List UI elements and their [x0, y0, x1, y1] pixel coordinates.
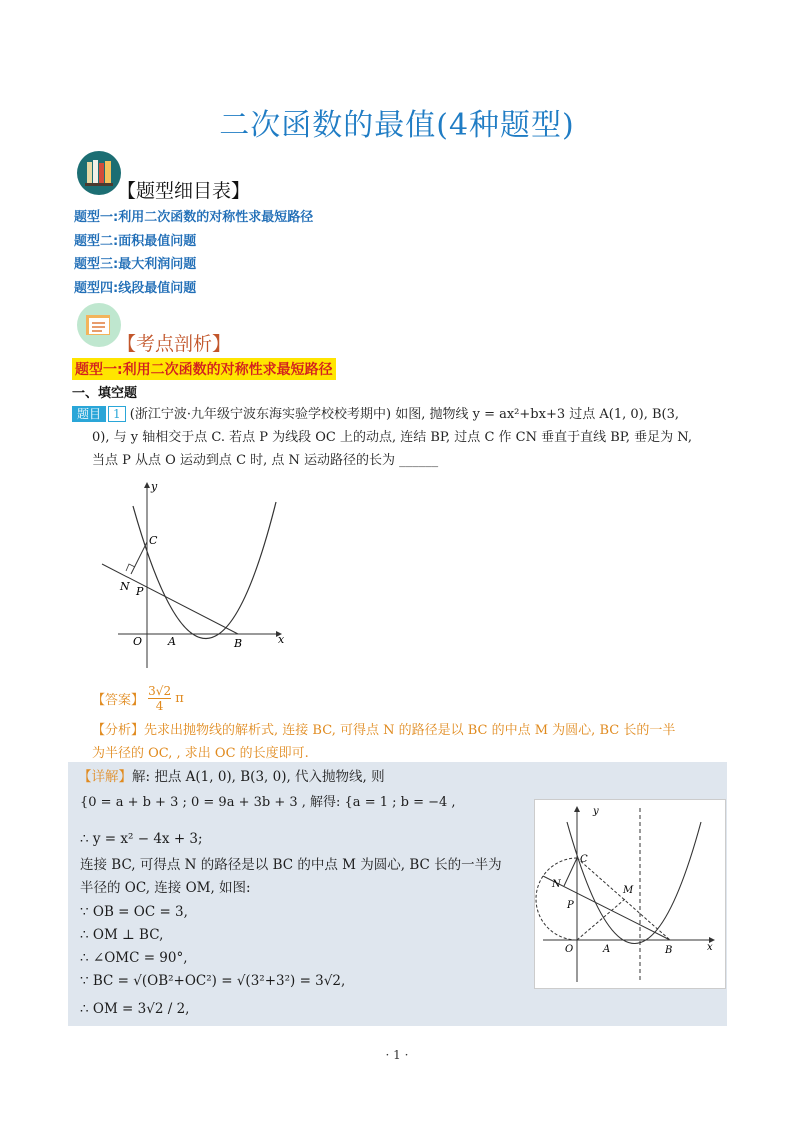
toc-item-2: 题型二:面积最值问题: [74, 234, 197, 249]
answer-denominator: 4: [155, 699, 164, 713]
question-line-2: 0), 与 y 轴相交于点 C. 若点 P 为线段 OC 上的动点, 连结 BP, 过点 C 作 CN 垂直于直线 BP, 垂足为 N,: [92, 430, 692, 445]
toc-item-3: 题型三:最大利润问题: [74, 257, 197, 272]
parabola: [133, 502, 276, 639]
type-heading: 题型一:利用二次函数的对称性求最短路径: [72, 358, 336, 380]
toc-item-1: 题型一:利用二次函数的对称性求最短路径: [74, 210, 314, 225]
page-title: 二次函数的最值(4种题型): [219, 108, 575, 143]
fig2-label-o: O: [565, 944, 574, 955]
detail-line-1: [78, 764, 385, 790]
fig1-label-b: B: [234, 637, 243, 650]
fig1-label-p: P: [136, 585, 144, 598]
analysis-line-2: 为半径的 OC, , 求出 OC 的长度即可.: [92, 746, 309, 761]
fig2-label-m: M: [623, 885, 634, 896]
figure-1: [98, 478, 298, 678]
line-cn: [131, 542, 147, 574]
fig2-label-c: C: [580, 854, 588, 865]
analysis-heading: 【考点剖析】: [117, 333, 232, 355]
analysis-text-1: 先求出抛物线的解析式, 连接 BC, 可得点 N 的路径是以 BC 的中点 M 为圆心, BC 长的一半: [144, 723, 676, 738]
fig1-label-a: A: [168, 635, 176, 648]
answer-suffix: π: [175, 691, 184, 706]
detail-line-3: ∴ y = x² − 4x + 3;: [80, 831, 203, 847]
detail-line-7: ∴ OM ⊥ BC,: [80, 927, 164, 943]
detail-line-10: ∴ OM = 3√2 / 2,: [80, 1001, 190, 1017]
detail-line-9: ∵ BC = √(OB²+OC²) = √(3²+3²) = 3√2,: [80, 973, 346, 989]
fig1-label-n: N: [120, 580, 130, 593]
fig1-label-c: C: [149, 534, 158, 547]
question-line-3: 当点 P 从点 O 运动到点 C 时, 点 N 运动路径的长为 ______: [92, 453, 439, 468]
detail-tag: 【详解】: [78, 769, 132, 785]
question-number: 1: [108, 406, 126, 422]
analysis-tag: 【分析】: [92, 723, 145, 738]
fig2-label-b: B: [665, 945, 673, 956]
detail-line-4: 连接 BC, 可得点 N 的路径是以 BC 的中点 M 为圆心, BC 长的一半为: [80, 857, 502, 873]
fig2-label-n: N: [552, 879, 561, 890]
fig1-label-x: x: [278, 633, 285, 646]
toc-item-4: 题型四:线段最值问题: [74, 281, 197, 296]
answer-numerator: 3√2: [148, 684, 172, 698]
detail-text-1: 解: 把点 A(1, 0), B(3, 0), 代入抛物线, 则: [132, 769, 385, 785]
books-icon: [76, 150, 120, 194]
fig2-label-x: x: [707, 942, 713, 953]
answer-tag: 【答案】: [92, 693, 145, 708]
detail-line-2: {0 = a + b + 3 ; 0 = 9a + 3b + 3 , 解得: {a = 1 ; b = −4 ,: [80, 795, 456, 810]
fig2-label-a: A: [603, 944, 611, 955]
page-number: · 1 ·: [385, 1048, 409, 1062]
answer-line: [92, 684, 184, 716]
fig1-label-o: O: [133, 635, 143, 648]
question-line-1: [72, 403, 732, 426]
folder-icon: [76, 302, 120, 346]
figure-2: [534, 799, 726, 989]
sub-heading: 一、填空题: [72, 386, 138, 401]
fig2-label-p: P: [567, 900, 574, 911]
detail-line-5: 半径的 OC, 连接 OM, 如图:: [80, 880, 251, 896]
question-tag: 题目: [72, 406, 106, 422]
detail-line-6: ∵ OB = OC = 3,: [80, 904, 188, 920]
analysis-line-1: [92, 719, 732, 738]
fig1-label-y: y: [151, 480, 158, 493]
line-bp: [102, 564, 238, 634]
question-text-1: (浙江宁波·九年级宁波东海实验学校校考期中) 如图, 抛物线 y = ax²+bx+3 过点 A(1, 0), B(3,: [129, 407, 680, 422]
fig2-label-y: y: [593, 806, 599, 817]
toc-heading: 【题型细目表】: [117, 180, 251, 202]
detail-line-8: ∴ ∠OMC = 90°,: [80, 950, 188, 966]
